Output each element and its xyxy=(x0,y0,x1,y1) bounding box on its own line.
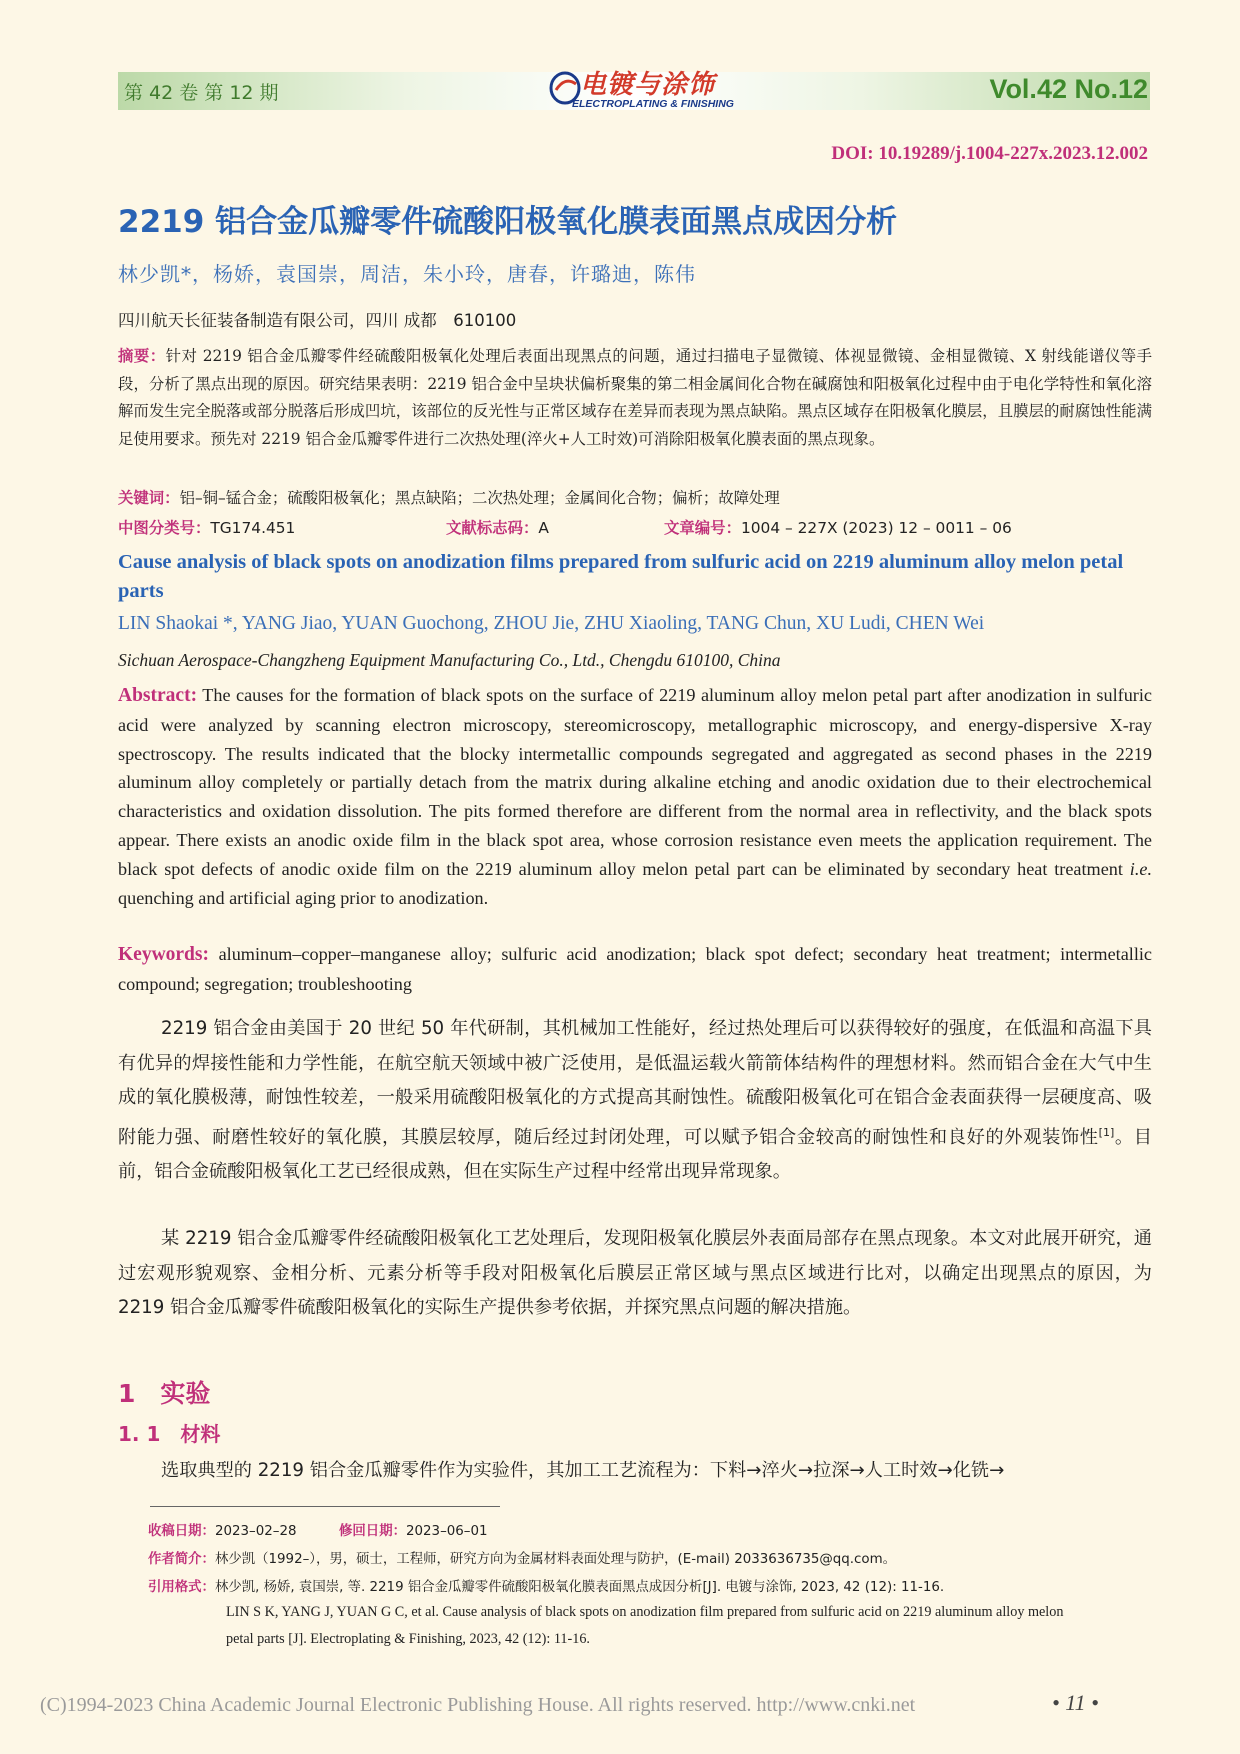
abstract-en-label: Abstract: xyxy=(118,685,198,706)
page-number: • 11 • xyxy=(1052,1690,1099,1715)
keywords-en xyxy=(118,940,1152,999)
section-heading-1: 1 实验 xyxy=(118,1379,211,1408)
citation-cn: 林少凯, 杨娇, 袁国崇, 等. 2219 铝合金瓜瓣零件硫酸阳极氧化膜表面黑点成因分析[J]. 电镀与涂饰, 2023, 42 (12): 11-16. xyxy=(214,1580,945,1595)
abstract-en-text-end: quenching and artificial aging prior to anodization. xyxy=(118,887,489,908)
abstract-cn-text: 针对 2219 铝合金瓜瓣零件经硫酸阳极氧化处理后表面出现黑点的问题，通过扫描电子显微镜、体视显微镜、金相显微镜、X 射线能谱仪等手段，分析了黑点出现的原因。研究结果表明：2219 铝合金中呈块状偏析聚集的第二相金属间化合物在碱腐蚀和阳极氧化过程中由于电化学特性和氧化溶解而发生完全脱落或部分脱落后形成凹坑，该部位的反光性与正常区域存在差异而表现为黑点缺陷。黑点区域存在阳极氧化膜层，且膜层的耐腐蚀性能满足使用要求。预先对 2219 铝合金瓜瓣零件进行二次热处理(淬火+人工时效)可消除阳极氧化膜表面的黑点现象。 xyxy=(118,347,1152,448)
authors-cn: 林少凯*，杨娇，袁国崇，周洁，朱小玲，唐春，许璐迪，陈伟 xyxy=(118,262,696,286)
authors-en: LIN Shaokai *, YANG Jiao, YUAN Guochong, ZHOU Jie, ZHU Xiaoling, TANG Chun, XU Ludi, CHEN Wei xyxy=(118,613,985,634)
keywords-cn-text: 铝–铜–锰合金；硫酸阳极氧化；黑点缺陷；二次热处理；金属间化合物；偏析；故障处理 xyxy=(179,489,780,507)
copyright-notice: (C)1994-2023 China Academic Journal Electronic Publishing House. All rights reserved. http://www.cnki.net xyxy=(40,1694,916,1716)
received-date: 2023–02–28 xyxy=(214,1524,297,1539)
affiliation-cn: 四川航天长征装备制造有限公司，四川 成都 610100 xyxy=(118,311,517,330)
keywords-cn xyxy=(118,486,1152,508)
affiliation-en: Sichuan Aerospace-Changzheng Equipment Manufacturing Co., Ltd., Chengdu 610100, China xyxy=(118,650,781,670)
author-bio: 林少凯（1992–），男，硕士，工程师，研究方向为金属材料表面处理与防护，(E-mail) 2033636735@qq.com。 xyxy=(214,1552,897,1567)
title-cn: 2219 铝合金瓜瓣零件硫酸阳极氧化膜表面黑点成因分析 xyxy=(118,204,898,240)
title-en: Cause analysis of black spots on anodization films prepared from sulfuric acid on 2219 aluminum alloy melon petal parts xyxy=(118,551,1124,602)
keywords-cn-label: 关键词： xyxy=(118,489,180,507)
abstract-cn xyxy=(118,343,1152,453)
document-code xyxy=(446,516,549,538)
body-paragraph-1-end: 。目前，铝合金硫酸阳极氧化工艺已经很成熟，但在实际生产过程中经常出现异常现象。 xyxy=(118,1126,1152,1183)
citation-en-line-1: LIN S K, YANG J, YUAN G C, et al. Cause analysis of black spots on anodization film prepared from sulfuric acid on 2219 aluminum alloy melon xyxy=(226,1604,1064,1620)
revised-date: 2023–06–01 xyxy=(405,1524,488,1539)
footnote-author xyxy=(148,1548,896,1567)
revised-label: 修回日期： xyxy=(339,1524,406,1539)
citation-label: 引用格式： xyxy=(148,1580,215,1595)
body-paragraph-1-text: 2219 铝合金由美国于 20 世纪 50 年代研制，其机械加工性能好，经过热处理后可以获得较好的强度，在低温和高温下具有优异的焊接性能和力学性能，在航空航天领域中被广泛使用，是低温运载火箭箭体结构件的理想材料。然而铝合金在大气中生成的氧化膜极薄，耐蚀性较差，一般采用硫酸阳极氧化的方式提高其耐蚀性。硫酸阳极氧化可在铝合金表面获得一层硬度高、吸附能力强、耐磨性较好的氧化膜，其膜层较厚，随后经过封闭处理，可以赋予铝合金较高的耐蚀性和良好的外观装饰性 xyxy=(118,1018,1152,1148)
article-number-label: 文章编号： xyxy=(664,519,741,537)
received-label: 收稿日期： xyxy=(148,1524,215,1539)
clc-number xyxy=(118,516,295,538)
doi[interactable]: DOI: 10.19289/j.1004-227x.2023.12.002 xyxy=(831,143,1148,164)
clc-label: 中图分类号： xyxy=(118,519,211,537)
section-heading-1-1: 1. 1 材料 xyxy=(118,1422,221,1446)
clc-value: TG174.451 xyxy=(210,519,296,537)
citation-ref-1[interactable]: [1] xyxy=(1098,1125,1115,1139)
body-paragraph-1 xyxy=(118,1012,1152,1190)
footnote-dates xyxy=(148,1520,488,1539)
doc-code-label: 文献标志码： xyxy=(446,519,539,537)
article-number-value: 1004 – 227X (2023) 12 – 0011 – 06 xyxy=(740,519,1012,537)
keywords-en-label: Keywords: xyxy=(118,944,209,965)
journal-name-en: ELECTROPLATING & FINISHING xyxy=(572,98,734,110)
footnote-divider xyxy=(150,1506,500,1507)
issue-label-cn: 第 42 卷 第 12 期 xyxy=(124,82,279,104)
article-number xyxy=(664,516,1012,538)
volume-label-en: Vol.42 No.12 xyxy=(989,74,1148,104)
body-paragraph-3: 选取典型的 2219 铝合金瓜瓣零件作为实验件，其加工工艺流程为：下料→淬火→拉深→人工时效→化铣→ xyxy=(161,1460,1005,1481)
citation-en-line-2: petal parts [J]. Electroplating & Finishing, 2023, 42 (12): 11-16. xyxy=(226,1631,590,1647)
abstract-en-ie: i.e. xyxy=(1129,858,1152,879)
keywords-en-text: aluminum–copper–manganese alloy; sulfuric acid anodization; black spot defect; secondary heat treatment; intermetallic compound; segregation; troubleshooting xyxy=(118,944,1153,994)
abstract-cn-label: 摘要： xyxy=(118,347,166,365)
doc-code-value: A xyxy=(538,519,549,537)
body-paragraph-2: 某 2219 铝合金瓜瓣零件经硫酸阳极氧化工艺处理后，发现阳极氧化膜层外表面局部存在黑点现象。本文对此展开研究，通过宏观形貌观察、金相分析、元素分析等手段对阳极氧化后膜层正常区域与黑点区域进行比对，以确定出现黑点的原因，为 2219 铝合金瓜瓣零件硫酸阳极氧化的实际生产提供参考依据，并探究黑点问题的解决措施。 xyxy=(118,1228,1152,1319)
abstract-en-text: The causes for the formation of black spots on the surface of 2219 aluminum alloy melon petal part after anodization in sulfuric acid were analyzed by scanning electron microscopy, stereomicroscopy, metallographic microscopy, and energy-dispersive X-ray spectroscopy. The results indicated that the blocky intermetallic compounds segregated and aggregated as second phases in the 2219 aluminum alloy completely or partially detach from the matrix during alkaline etching and anodic oxidation due to their electrochemical characteristics and oxidation dissolution. The pits formed therefore are different from the normal area in reflectivity, and the black spots appear. There exists an anodic oxide film in the black spot area, whose corrosion resistance even meets the application requirement. The black spot defects of anodic oxide film on the 2219 aluminum alloy melon petal part can be eliminated by secondary heat treatment xyxy=(118,685,1152,879)
author-bio-label: 作者简介： xyxy=(148,1552,215,1567)
footnote-citation xyxy=(148,1576,944,1595)
journal-name-cn: 电镀与涂饰 xyxy=(580,70,716,100)
abstract-en xyxy=(118,681,1152,912)
